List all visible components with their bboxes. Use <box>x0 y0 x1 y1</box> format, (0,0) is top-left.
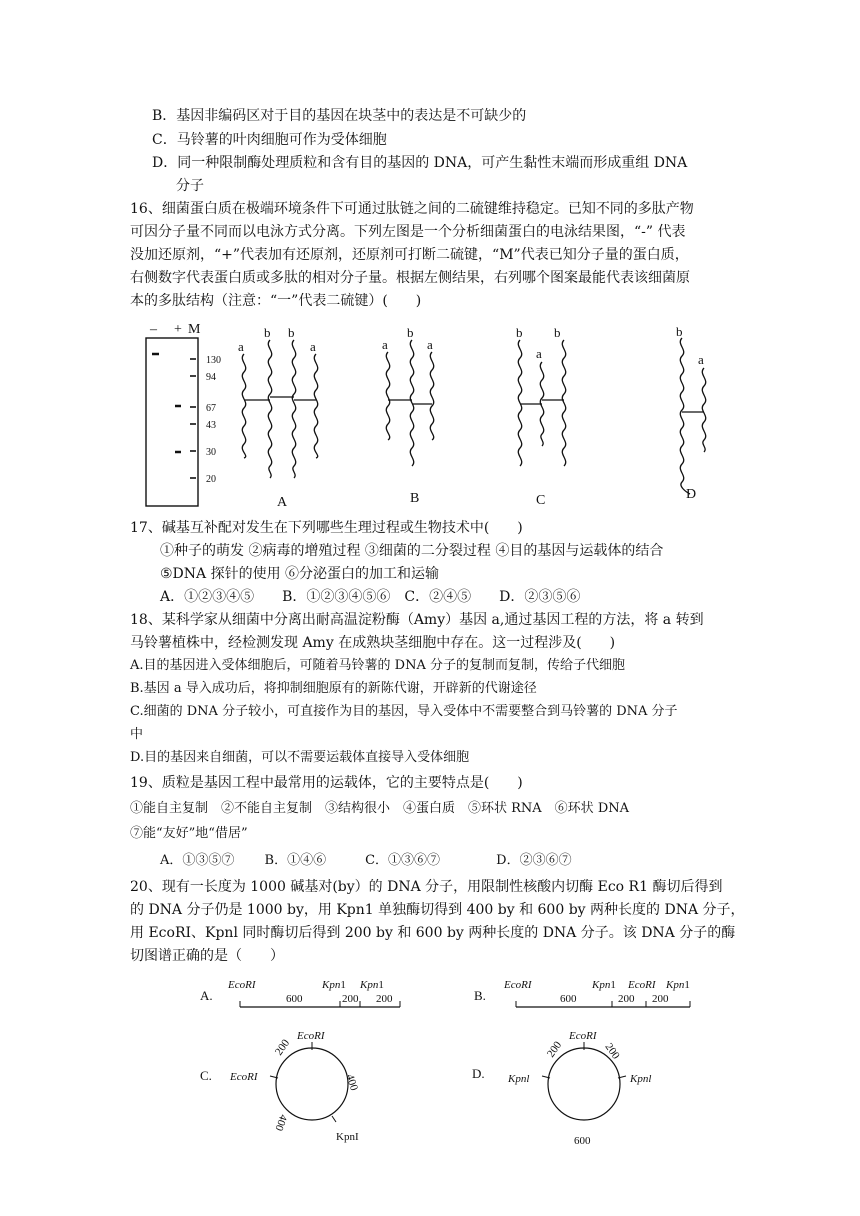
q19-options: A．①③⑤⑦ B．①④⑥ C．①③⑥⑦ D．②③⑥⑦ <box>160 853 572 868</box>
length-400: 400 <box>272 1112 290 1133</box>
polypeptide-b <box>562 340 565 466</box>
label-a: a <box>536 346 542 361</box>
label-a: a <box>310 339 316 354</box>
q18-stem-line1: 18、某科学家从细菌中分离出耐高温淀粉酶（Amy）基因 a,通过基因工程的方法，将 a 转到 <box>130 612 704 628</box>
length-200: 200 <box>544 1039 565 1060</box>
map-a-label: A. <box>200 988 213 1003</box>
marker-label: 130 <box>206 355 221 366</box>
length-200: 200 <box>272 1037 293 1058</box>
length-400: 400 <box>343 1072 360 1093</box>
map-c-label: C. <box>200 1068 212 1083</box>
q18-stem-line2: 马铃薯植株中，经检测发现 Amy 在成熟块茎细胞中存在。这一过程涉及( ) <box>130 635 616 651</box>
option-c-label: C <box>536 493 546 508</box>
polypeptide-a <box>386 352 389 440</box>
polypeptide-b <box>410 340 413 466</box>
q15-option-c: C．马铃薯的叶肉细胞可作为受体细胞 <box>152 132 387 148</box>
option-b-label: B <box>410 491 420 506</box>
label-a: a <box>238 339 244 354</box>
label-b: b <box>264 325 271 340</box>
q20-stem-line1: 20、现有一长度为 1000 碱基对(by）的 DNA 分子，用限制性核酸内切酶 Eco R1 酶切后得到 <box>130 879 723 895</box>
marker-label: 67 <box>206 403 216 414</box>
q19-items-line1: ①能自主复制 ②不能自主复制 ③结构很小 ④蛋白质 ⑤环状 RNA ⑥环状 DNA <box>130 801 630 816</box>
gel-electrophoresis <box>146 322 221 506</box>
length-200: 200 <box>618 993 635 1005</box>
kpn-label: Kpn1 <box>360 979 384 991</box>
ecori-label: EcoRI <box>628 979 656 991</box>
q17-items-line1: ①种子的萌发 ②病毒的增殖过程 ③细菌的二分裂过程 ④目的基因与运载体的结合 <box>160 543 664 559</box>
length-200: 200 <box>652 993 669 1005</box>
kpn-label: Kpnl <box>630 1073 652 1085</box>
length-200: 200 <box>602 1041 622 1062</box>
q16-stem-line2: 可因分子量不同而以电泳方式分离。下列左图是一个分析细菌蛋白的电泳结果图，“-” 代表 <box>130 224 686 240</box>
q20-stem-line2: 的 DNA 分子仍是 1000 by，用 Kpn1 单独酶切得到 400 by 和 600 by 两种长度的 DNA 分子， <box>130 902 745 918</box>
q20-stem-line3: 用 EcoRI、Kpnl 同时酶切后得到 200 by 和 600 by 两种长度的 DNA 分子。该 DNA 分子的酶 <box>130 925 736 941</box>
polypeptide-b <box>292 340 295 478</box>
q20-restriction-maps <box>190 972 730 1150</box>
cut-site <box>332 1116 336 1122</box>
q17-options: A．①②③④⑤ B．①②③④⑤⑥ C．②④⑤ D．②③⑤⑥ <box>160 589 581 605</box>
marker-label: 43 <box>206 420 216 431</box>
q16-stem-line4: 右侧数字代表蛋白质或多肽的相对分子量。根据左侧结果，右列哪个图案最能代表该细菌原 <box>130 270 690 286</box>
ecori-label: EcoRI <box>569 1030 597 1042</box>
label-a: a <box>698 352 704 367</box>
q16-stem-line5: 本的多肽结构（注意：“一”代表二硫键）( ) <box>130 293 422 309</box>
kpn-label: KpnI <box>336 1131 359 1143</box>
gel-lane-plus: + <box>174 322 182 337</box>
q17-stem: 17、碱基互补配对发生在下列哪些生理过程或生物技术中( ) <box>130 520 523 536</box>
q16-stem-line3: 没加还原剂，“+”代表加有还原剂，还原剂可打断二硫键，“M”代表已知分子量的蛋白质， <box>130 247 689 263</box>
kpn-label: Kpn1 <box>666 979 690 991</box>
q18-option-d: D.目的基因来自细菌，可以不需要运载体直接导入受体细胞 <box>130 750 470 765</box>
label-b: b <box>516 325 523 340</box>
q20-stem-line4: 切图谱正确的是（ ） <box>130 948 284 964</box>
plasmid-circle <box>548 1048 620 1120</box>
gel-outline <box>146 338 198 506</box>
q19-items-line2: ⑦能“友好”地“借居” <box>130 826 248 841</box>
q18-option-b: B.基因 a 导入成功后，将抑制细胞原有的新陈代谢，开辟新的代谢途径 <box>130 681 537 696</box>
polypeptide-a <box>702 368 705 452</box>
q15-option-d: D．同一种限制酶处理质粒和含有目的基因的 DNA，可产生黏性末端而形成重组 DNA <box>152 155 688 171</box>
polypeptide-a <box>314 354 317 458</box>
q16-figure <box>130 318 750 510</box>
length-600: 600 <box>560 993 577 1005</box>
polypeptide-b <box>268 340 271 478</box>
kpn-label: Kpn1 <box>592 979 616 991</box>
label-b: b <box>407 325 414 340</box>
label-b: b <box>676 324 683 339</box>
length-200: 200 <box>342 993 359 1005</box>
q15-option-d-cont: 分子 <box>176 178 204 194</box>
label-a: a <box>382 337 388 352</box>
length-600: 600 <box>574 1135 591 1147</box>
ecori-label: EcoRI <box>230 1071 258 1083</box>
map-b <box>474 979 690 1007</box>
map-d-label: D. <box>472 1066 485 1081</box>
label-b: b <box>554 325 561 340</box>
label-b: b <box>288 325 295 340</box>
ecori-label: EcoRI <box>297 1030 325 1042</box>
map-c <box>200 1030 360 1143</box>
option-d-label: D <box>686 487 697 502</box>
q16-stem-line1: 16、细菌蛋白质在极端环境条件下可通过肽链之间的二硫键维持稳定。已知不同的多肽产物 <box>130 201 694 217</box>
polypeptide-a <box>430 352 433 440</box>
q18-option-c: C.细菌的 DNA 分子较小，可直接作为目的基因，导入受体中不需要整合到马铃薯的 DNA 分子 <box>130 704 678 719</box>
q18-option-a: A.目的基因进入受体细胞后，可随着马铃薯的 DNA 分子的复制而复制，传给子代细胞 <box>130 658 625 673</box>
ecori-label: EcoRI <box>228 979 256 991</box>
gel-lane-minus: – <box>150 322 157 337</box>
map-b-label: B. <box>474 988 486 1003</box>
polypeptide-b <box>680 338 690 494</box>
map-d <box>472 1030 651 1147</box>
gel-lane-marker: M <box>188 322 201 337</box>
polypeptide-a <box>242 354 245 458</box>
q15-option-b: B．基因非编码区对于目的基因在块茎中的表达是不可缺少的 <box>152 108 527 124</box>
label-a: a <box>427 337 433 352</box>
q17-items-line2: ⑤DNA 探针的使用 ⑥分泌蛋白的加工和运输 <box>160 566 440 582</box>
polypeptide-b <box>518 340 521 466</box>
length-200: 200 <box>376 993 393 1005</box>
plasmid-circle <box>276 1048 348 1120</box>
ecori-label: EcoRI <box>504 979 532 991</box>
length-600: 600 <box>286 993 303 1005</box>
q18-option-c-cont: 中 <box>130 727 144 742</box>
kpn-label: Kpnl <box>508 1073 530 1085</box>
q19-stem: 19、质粒是基因工程中最常用的运载体，它的主要特点是( ) <box>130 775 523 791</box>
marker-label: 20 <box>206 474 216 485</box>
marker-label: 30 <box>206 447 216 458</box>
marker-label: 94 <box>206 372 216 383</box>
option-a-label: A <box>277 495 288 510</box>
map-a <box>200 979 400 1007</box>
kpn-label: Kpn1 <box>322 979 346 991</box>
